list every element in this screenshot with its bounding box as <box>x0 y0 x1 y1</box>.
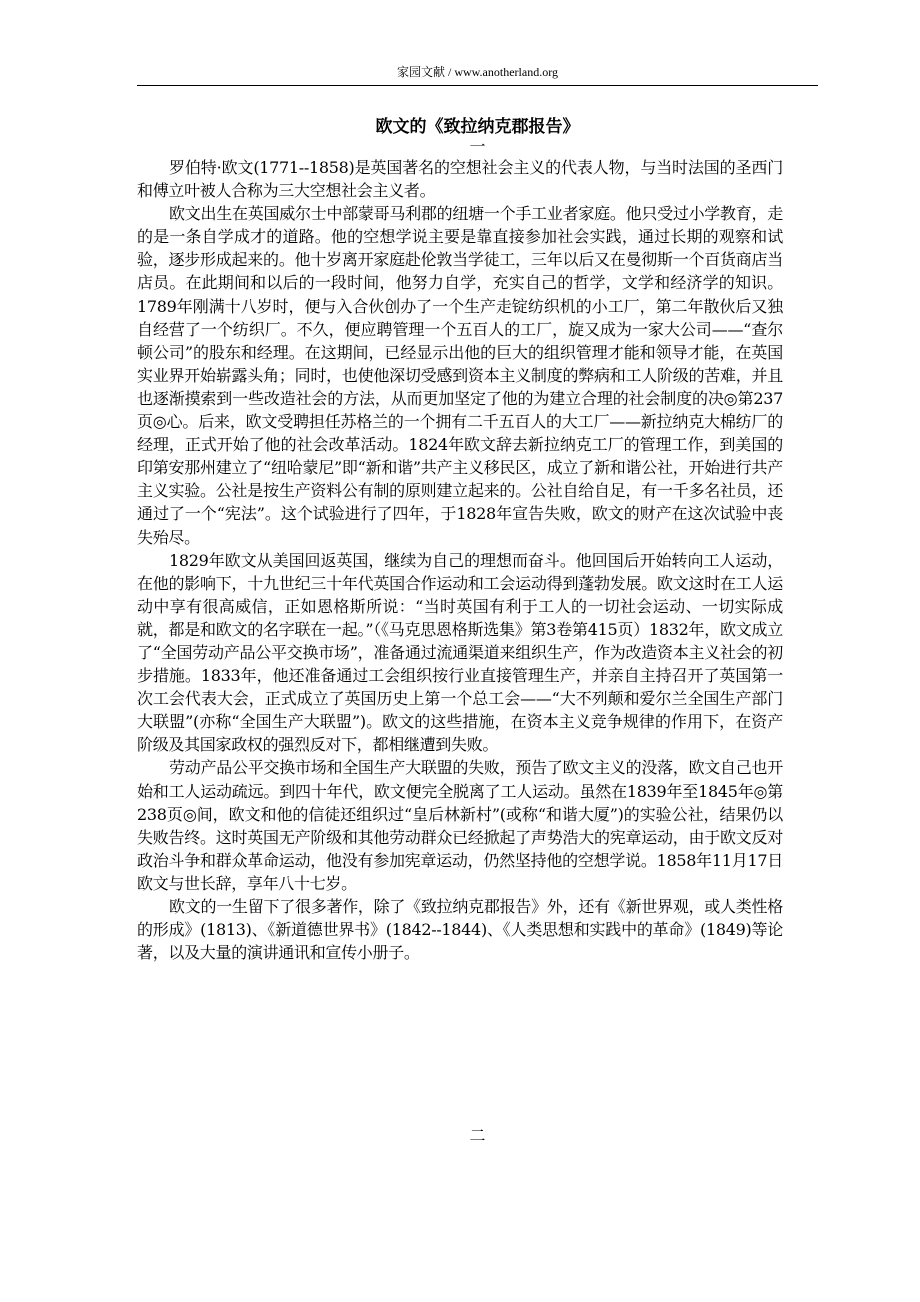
header-divider <box>137 85 818 86</box>
paragraph-3: 1829年欧文从美国回返英国，继续为自己的理想而奋斗。他回国后开始转向工人运动，在他的影响下，十九世纪三十年代英国合作运动和工会运动得到蓬勃发展。欧文这时在工人运动中享有很高威信，正如恩格斯所说：“当时英国有利于工人的一切社会运动、一切实际成就，都是和欧文的名字联在一起。”（《马克思恩格斯选集》第3卷第415页）1832年，欧文成立了“全国劳动产品公平交换市场”，准备通过流通渠道来组织生产，作为改造资本主义社会的初步措施。1833年，他还准备通过工会组织按行业直接管理生产，并亲自主持召开了英国第一次工会代表大会，正式成立了英国历史上第一个总工会——“大不列颠和爱尔兰全国生产部门大联盟”(亦称“全国生产大联盟”)。欧文的这些措施，在资本主义竞争规律的作用下，在资产阶级及其国家政权的强烈反对下，都相继遭到失败。 <box>137 550 783 755</box>
section-number-one: 一 <box>469 137 486 156</box>
paragraph-4: 劳动产品公平交换市场和全国生产大联盟的失败，预告了欧文主义的没落，欧文自己也开始和工人运动疏远。到四十年代，欧文便完全脱离了工人运动。虽然在1839年至1845年◎第238页◎间，欧文和他的信徒还组织过“皇后林新村”(或称“和谐大厦”)的实验公社，结果仍以失败告终。这时英国无产阶级和其他劳动群众已经掀起了声势浩大的宪章运动，由于欧文反对政治斗争和群众革命运动，他没有参加宪章运动，仍然坚持他的空想学说。1858年11月17日欧文与世长辞，享年八十七岁。 <box>137 758 783 893</box>
section-number-two: 二 <box>469 1126 486 1145</box>
page-header: 家园文献 / www.anotherland.org <box>397 65 558 79</box>
document-title: 欧文的《致拉纳克郡报告》 <box>375 117 580 137</box>
paragraph-5: 欧文的一生留下了很多著作，除了《致拉纳克郡报告》外，还有《新世界观，或人类性格的形成》(1813)、《新道德世界书》(1842--1844)、《人类思想和实践中的革命》(1849)等论著，以及大量的演讲通讯和宣传小册子。 <box>137 897 783 963</box>
paragraph-2: 欧文出生在英国威尔士中部蒙哥马利郡的纽塘一个手工业者家庭。他只受过小学教育，走的是一条自学成才的道路。他的空想学说主要是靠直接参加社会实践，通过长期的观察和试验，逐步形成起来的。他十岁离开家庭赴伦敦当学徒工，三年以后又在曼彻斯一个百货商店当店员。在此期间和以后的一段时间，他努力自学，充实自己的哲学，文学和经济学的知识。1789年刚满十八岁时，便与入合伙创办了一个生产走锭纺织机的小工厂，第二年散伙后又独自经营了一个纺织厂。不久，便应聘管理一个五百人的工厂，旋又成为一家大公司——“查尔顿公司”的股东和经理。在这期间，已经显示出他的巨大的组织管理才能和领导才能，在英国实业界开始崭露头角；同时，也使他深切受感到资本主义制度的弊病和工人阶级的苦难，并且也逐渐摸索到一些改造社会的方法，从而更加坚定了他的为建立合理的社会制度的决◎第237页◎心。后来，欧文受聘担任苏格兰的一个拥有二千五百人的大工厂——新拉纳克大棉纺厂的经理，正式开始了他的社会改革活动。1824年欧文辞去新拉纳克工厂的管理工作，到美国的印第安那州建立了“纽哈蒙尼”即“新和谐”共产主义移民区，成立了新和谐公社，开始进行共产主义实验。公社是按生产资料公有制的原则建立起来的。公社自给自足，有一千多名社员，还通过了一个“宪法”。这个试验进行了四年，于1828年宣告失败，欧文的财产在这次试验中丧失殆尽。 <box>137 204 783 547</box>
paragraph-1: 罗伯特·欧文(1771--1858)是英国著名的空想社会主义的代表人物，与当时法国的圣西门和傅立叶被人合称为三大空想社会主义者。 <box>137 158 783 201</box>
body-text <box>137 156 783 964</box>
